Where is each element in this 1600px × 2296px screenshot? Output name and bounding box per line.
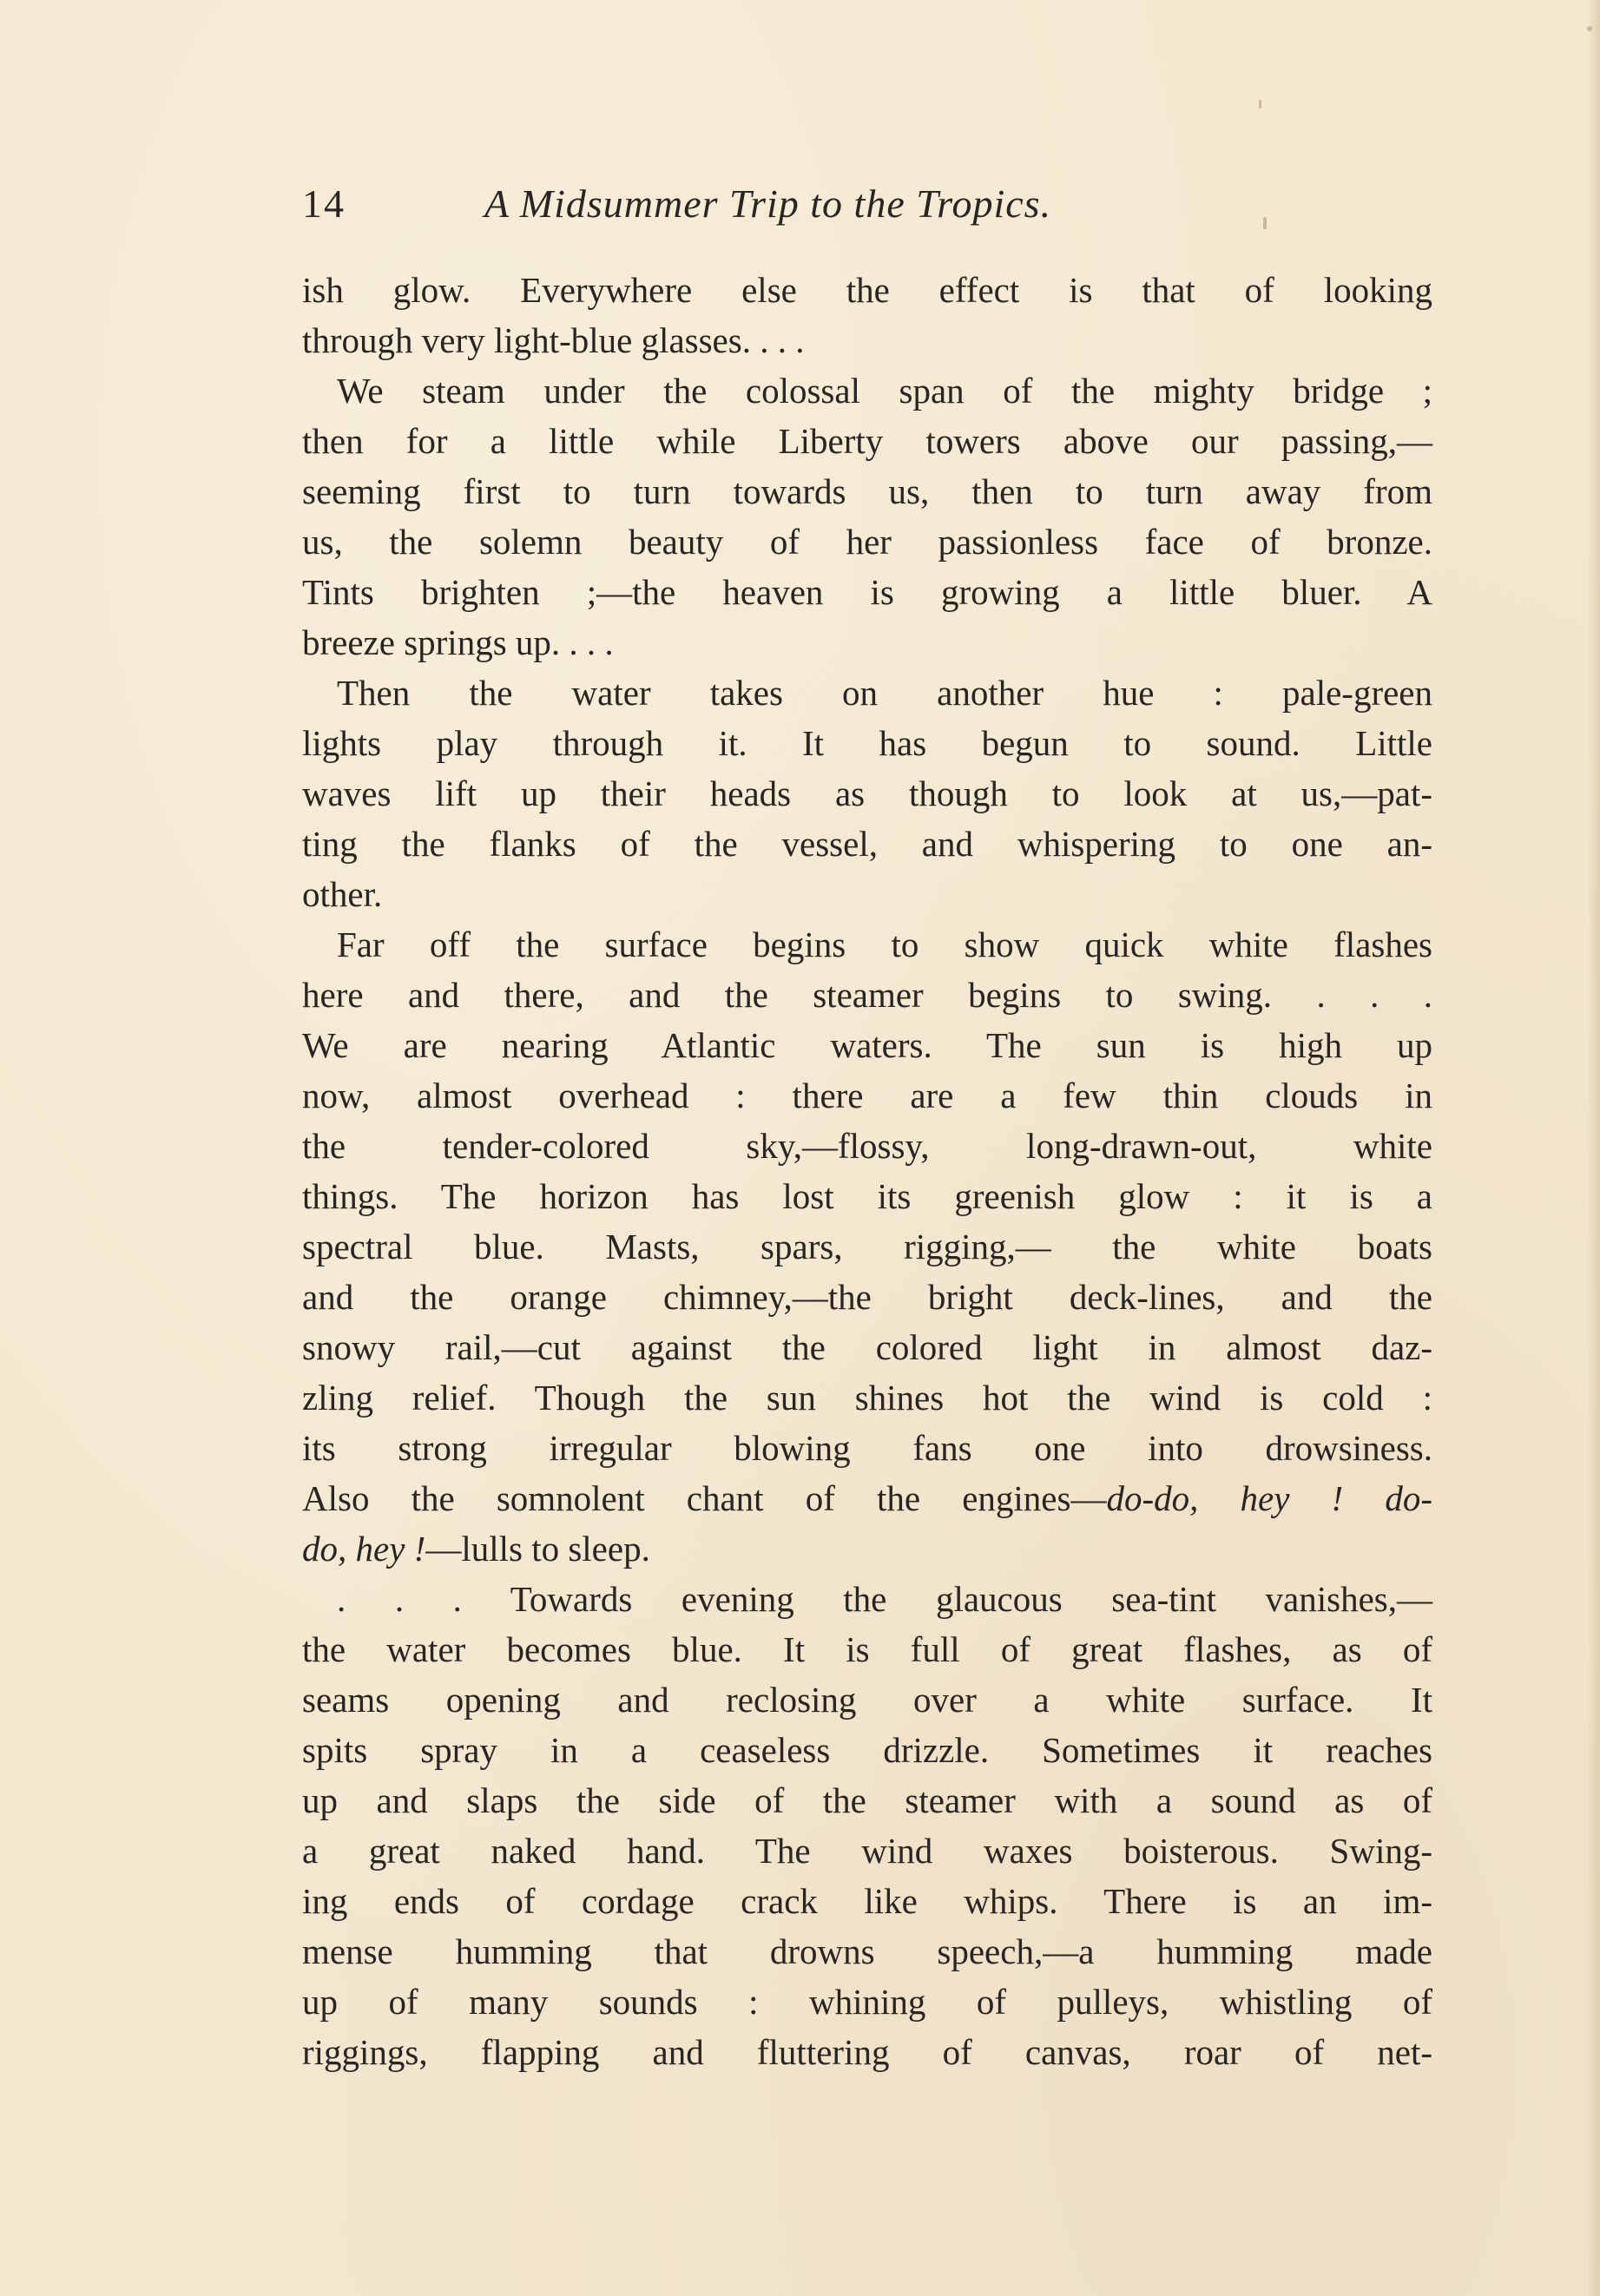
text-line — [302, 1826, 1432, 1876]
line-text: us, the solemn beauty of her passionless face of bronze. — [302, 522, 1432, 562]
body-text — [302, 265, 1432, 2077]
line-text: ing ends of cordage crack like whips. There is an im- — [302, 1881, 1432, 1921]
line-text: and the orange chimney,—the bright deck-lines, and the — [302, 1277, 1432, 1317]
line-text: riggings, flapping and fluttering of canvas, roar of net- — [302, 2032, 1432, 2072]
running-title: A Midsummer Trip to the Tropics. — [484, 181, 1052, 226]
text-line — [302, 567, 1432, 617]
text-line — [302, 1272, 1432, 1322]
line-text: through very light-blue glasses. . . . — [302, 320, 805, 360]
page-number: 14 — [302, 181, 346, 226]
line-text: Tints brighten ;—the heaven is growing a little bluer. A — [302, 572, 1432, 612]
text-line — [302, 718, 1432, 768]
text-line — [302, 1574, 1432, 1624]
text-line — [302, 416, 1432, 466]
line-text: . . . Towards evening the glaucous sea-tint vanishes,— — [337, 1579, 1432, 1619]
line-text: seeming first to turn towards us, then to turn away from — [302, 471, 1432, 511]
line-text: spits spray in a ceaseless drizzle. Sometimes it reaches — [302, 1730, 1432, 1770]
text-line — [302, 1121, 1432, 1171]
line-text: Far off the surface begins to show quick white flashes — [337, 924, 1432, 964]
text-line — [302, 819, 1432, 869]
line-text: mense humming that drowns speech,—a humming made — [302, 1931, 1432, 1971]
line-text: here and there, and the steamer begins to swing. . . . — [302, 975, 1432, 1015]
text-line — [302, 1171, 1432, 1221]
text-line — [302, 1674, 1432, 1725]
line-text: the water becomes blue. It is full of great flashes, as of — [302, 1629, 1432, 1669]
line-text: ish glow. Everywhere else the effect is that of looking — [302, 270, 1432, 310]
text-line — [302, 1624, 1432, 1674]
line-text: Then the water takes on another hue : pale-green — [337, 673, 1432, 713]
line-text: the tender-colored sky,—flossy, long-drawn-out, white — [302, 1126, 1432, 1166]
text-line — [302, 516, 1432, 567]
text-line — [302, 365, 1432, 416]
text-line — [302, 1473, 1432, 1523]
text-line — [302, 2027, 1432, 2077]
line-text: a great naked hand. The wind waxes boisterous. Swing- — [302, 1831, 1432, 1871]
line-text: then for a little while Liberty towers above our passing,— — [302, 421, 1432, 461]
line-text: breeze springs up. . . . — [302, 622, 614, 662]
text-line — [302, 1372, 1432, 1423]
page-edge-shadow — [1588, 0, 1600, 2296]
paper-speck — [1587, 26, 1592, 31]
running-header — [302, 174, 1431, 234]
text-line — [302, 1070, 1432, 1121]
line-text: snowy rail,—cut against the colored light in almost daz- — [302, 1327, 1432, 1367]
line-text: up of many sounds : whining of pulleys, whistling of — [302, 1982, 1432, 2022]
text-line — [302, 970, 1432, 1020]
line-text: Also the somnolent chant of the engines— — [302, 1478, 1107, 1518]
italic-phrase: do-do, hey ! do- — [1106, 1478, 1432, 1518]
line-text: We steam under the colossal span of the mighty bridge ; — [337, 371, 1432, 411]
line-text: seams opening and reclosing over a white surface. It — [302, 1680, 1432, 1720]
line-text: its strong irregular blowing fans one into drowsiness. — [302, 1428, 1432, 1468]
text-line — [302, 919, 1432, 970]
text-line — [302, 768, 1432, 819]
text-line — [302, 1020, 1432, 1070]
line-text: waves lift up their heads as though to look at us,—pat- — [302, 773, 1432, 813]
line-text: We are nearing Atlantic waters. The sun is high up — [302, 1025, 1432, 1065]
line-text: lights play through it. It has begun to sound. Little — [302, 723, 1432, 763]
text-line — [302, 1876, 1432, 1926]
text-line — [302, 265, 1432, 315]
line-text: zling relief. Though the sun shines hot the wind is cold : — [302, 1378, 1432, 1418]
italic-phrase: do, hey ! — [302, 1529, 426, 1569]
text-line — [302, 466, 1432, 516]
line-text: up and slaps the side of the steamer with a sound as of — [302, 1780, 1432, 1820]
line-text: other. — [302, 874, 383, 914]
paper-speck — [1263, 217, 1267, 229]
text-line — [302, 617, 1432, 668]
text-line — [302, 1221, 1432, 1272]
line-text: spectral blue. Masts, spars, rigging,— the white boats — [302, 1227, 1432, 1266]
text-line — [302, 1523, 1432, 1574]
text-line — [302, 1725, 1432, 1775]
text-line — [302, 1926, 1432, 1977]
text-line — [302, 1977, 1432, 2027]
line-text: ting the flanks of the vessel, and whispering to one an- — [302, 824, 1432, 864]
text-line — [302, 1423, 1432, 1473]
text-line — [302, 315, 1432, 365]
text-line — [302, 1775, 1432, 1826]
text-line — [302, 1322, 1432, 1372]
paper-speck — [1259, 100, 1261, 109]
line-text: —lulls to sleep. — [425, 1529, 650, 1569]
line-text: now, almost overhead : there are a few thin clouds in — [302, 1076, 1432, 1115]
line-text: things. The horizon has lost its greenish glow : it is a — [302, 1176, 1432, 1216]
text-line — [302, 668, 1432, 718]
text-line — [302, 869, 1432, 919]
